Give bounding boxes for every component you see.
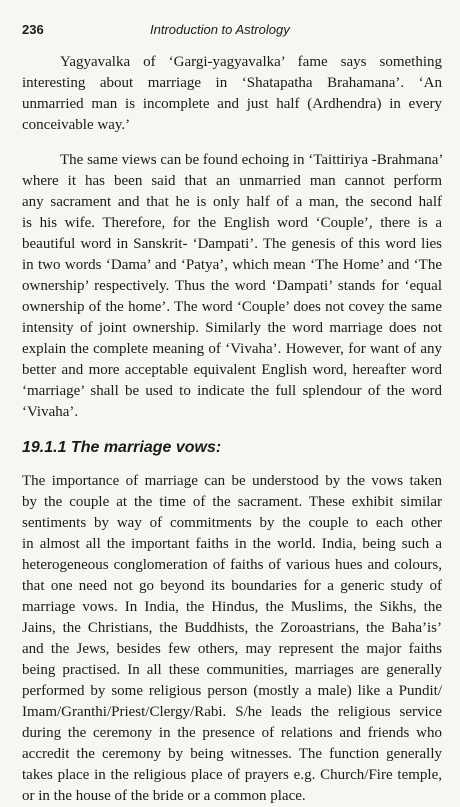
body-text xyxy=(22,52,442,807)
text-line: Jains, the Christians, the Buddhists, the Zoroastrians, the Baha’is’ xyxy=(22,620,442,636)
text-line: in two words ‘Dama’ and ‘Patya’, which mean ‘The Home’ and ‘The xyxy=(22,257,442,273)
text-line: ‘Vivaha’. xyxy=(22,404,79,420)
text-line: unmarried man is incomplete and just half (Ardhendra) in every xyxy=(22,96,442,112)
text-line: in almost all the important faiths in the world. India, being such a xyxy=(22,536,442,552)
text-line: heterogeneous conglomeration of faiths of various hues and colours, xyxy=(22,557,442,573)
text-line: takes place in the religious place of prayers e.g. Church/Fire temple, xyxy=(22,767,442,783)
text-line: by the couple at the time of the sacrament. These exhibit similar xyxy=(22,494,442,510)
page-header xyxy=(0,22,460,42)
paragraph-3 xyxy=(22,471,442,807)
text-line: and the Jews, besides few others, may represent the major faiths xyxy=(22,641,442,657)
text-line: being practised. In all these communities, marriages are generally xyxy=(22,662,442,678)
text-line: better and more acceptable equivalent English word, hereafter word xyxy=(22,362,442,378)
text-line: accredit the ceremony by being witnesses. The function generally xyxy=(22,746,442,762)
text-line: Yagyavalka of ‘Gargi-yagyavalka’ fame says something xyxy=(60,54,442,70)
text-line: Imam/Granthi/Priest/Clergy/Rabi. S/he leads the religious service xyxy=(22,704,442,720)
text-line: is his wife. Therefore, for the English word ‘Couple’, there is a xyxy=(22,215,442,231)
text-line: any sacrament and that he is only half of a man, the second half xyxy=(22,194,442,210)
paragraph-1 xyxy=(22,52,442,136)
text-line: during the ceremony in the presence of relations and friends who xyxy=(22,725,442,741)
text-line: interesting about marriage in ‘Shatapatha Brahamana’. ‘An xyxy=(22,75,442,91)
text-line: intensity of joint ownership. Similarly the word marriage does not xyxy=(22,320,442,336)
text-line: The importance of marriage can be understood by the vows taken xyxy=(22,473,442,489)
text-line: ownership of the home’. The word ‘Couple’ does not covey the same xyxy=(22,299,442,315)
text-line: or in the house of the bride or a common place. xyxy=(22,788,306,804)
running-title: Introduction to Astrology xyxy=(150,22,290,37)
text-line: conceivable way.’ xyxy=(22,117,131,133)
text-line: ownership’ respectively. Thus the word ‘Dampati’ stands for ‘equal xyxy=(22,278,442,294)
text-line: ‘marriage’ shall be used to indicate the full splendour of the word xyxy=(22,383,442,399)
text-line: sentiments by way of commitments by the couple to each other xyxy=(22,515,442,531)
text-line: explain the complete meaning of ‘Vivaha’. However, for want of any xyxy=(22,341,442,357)
text-line: where it has been said that an unmarried man cannot perform xyxy=(22,173,442,189)
text-line: that one need not go beyond its boundaries for a generic study of xyxy=(22,578,442,594)
section-heading: 19.1.1 The marriage vows: xyxy=(22,439,222,456)
page-number: 236 xyxy=(22,22,44,37)
text-line: performed by some religious person (mostly a male) like a Pundit/ xyxy=(22,683,442,699)
paragraph-2 xyxy=(22,150,442,423)
text-line: The same views can be found echoing in ‘Taittiriya -Brahmana’ xyxy=(60,152,444,168)
text-line: beautiful word in Sanskrit- ‘Dampati’. The genesis of this word lies xyxy=(22,236,442,252)
text-line: marriage vows. In India, the Hindus, the Muslims, the Sikhs, the xyxy=(22,599,442,615)
